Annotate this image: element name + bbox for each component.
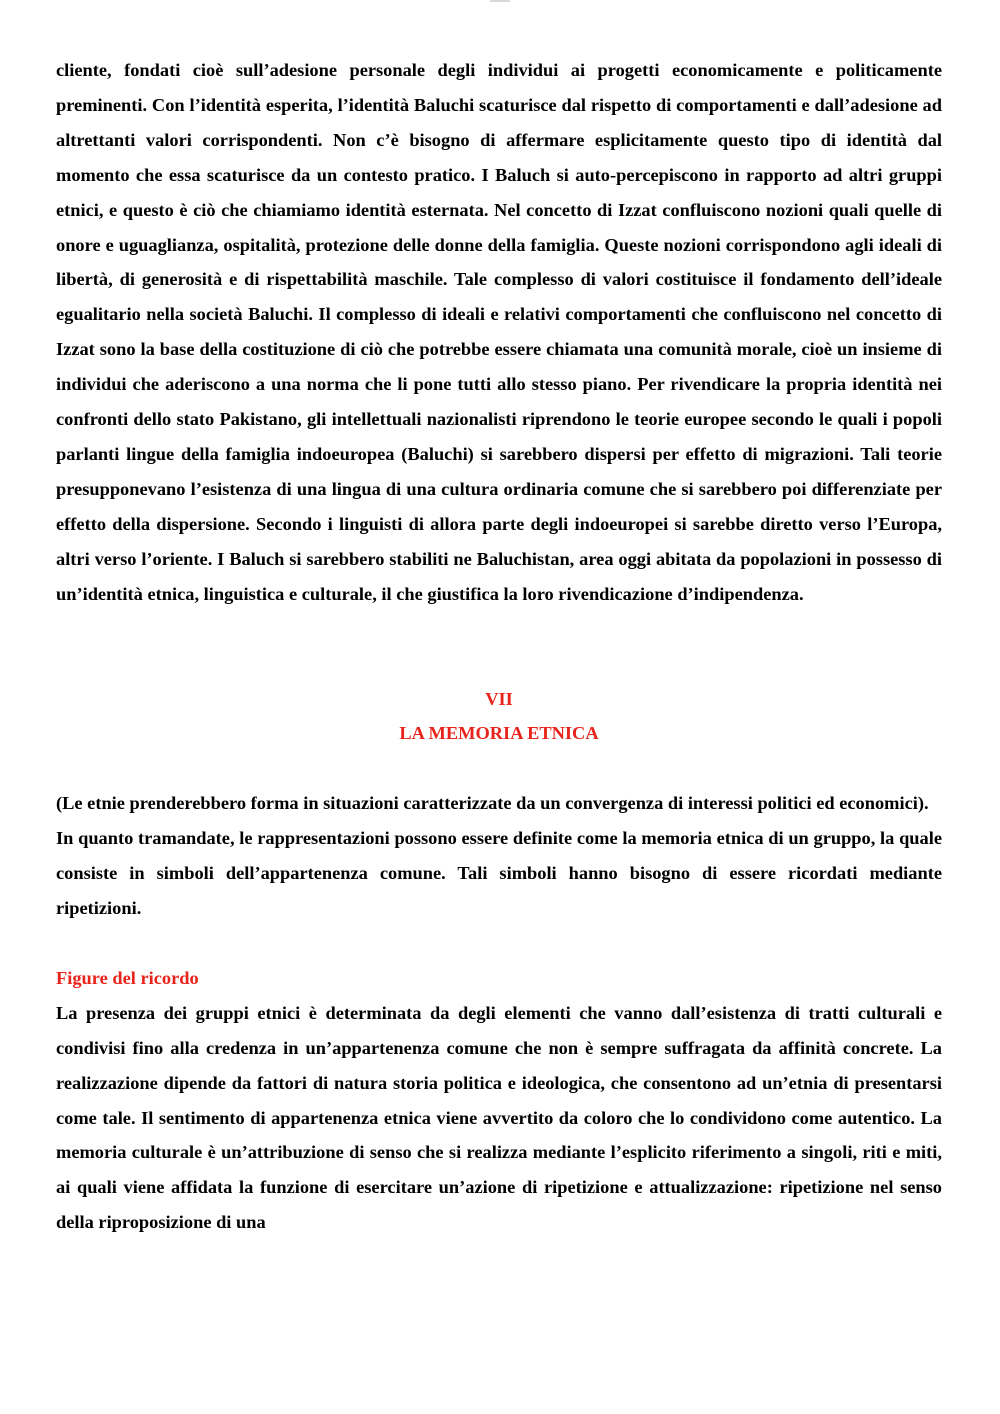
- paragraph-ethnic-formation: (Le etnie prenderebbero forma in situazioni caratterizzate da un convergenza di interessi politici ed economici).: [56, 793, 929, 814]
- chapter-title: LA MEMORIA ETNICA: [399, 723, 599, 744]
- paragraph-identity: cliente, fondati cioè sull’adesione personale degli individui ai progetti economicamente e politicamente preminenti. Con l’identità esperita, l’identità Baluchi scaturisce dal rispetto di comportamenti e dall’adesione ad altrettanti valori corrispondenti. Non c’è bisogno di affermare esplicitamente questo tipo di identità dal momento che essa scaturisce da un contesto pratico. I Baluch si auto-percepiscono in rapporto ad altri gruppi etnici, e questo è ciò che chiamiamo identità esternata. Nel concetto di Izzat confluiscono nozioni quali quelle di onore e uguaglianza, ospitalità, protezione delle donne della famiglia. Queste nozioni corrispondono agli ideali di libertà, di generosità e di rispettabilità maschile. Tale complesso di valori costituisce il fondamento dell’ideale egualitario nella società Baluchi. Il complesso di ideali e relativi comportamenti che confluiscono nel concetto di Izzat sono la base della costituzione di ciò che potrebbe essere chiamata una comunità morale, cioè un insieme di individui che aderiscono a una norma che li pone tutti allo stesso piano. Per rivendicare la propria identità nei confronti dello stato Pakistano, gli intellettuali nazionalisti riprendono le teorie europee secondo le quali i popoli parlanti lingue della famiglia indoeuropea (Baluchi) si sarebbero dispersi per effetto di migrazioni. Tali teorie presupponevano l’esistenza di una lingua di una cultura ordinaria comune che si sarebbero poi differenziate per effetto della dispersione. Secondo i linguisti di allora parte degli indoeuropei si sarebbe diretto verso l’Europa, altri verso l’oriente. I Baluch si sarebbero stabiliti ne Baluchistan, area oggi abitata da popolazioni in possesso di un’identità etnica, linguistica e culturale, il che giustifica la loro rivendicazione d’indipendenza.: [56, 60, 942, 604]
- document-page: [56, 53, 942, 1240]
- spacer: [56, 926, 942, 961]
- page-top-mark: [490, 0, 510, 2]
- paragraph-figures-of-memory: La presenza dei gruppi etnici è determinata da degli elementi che vanno dall’esistenza di tratti culturali e condivisi fino alla credenza in un’appartenenza comune che non è sempre suffragata da affinità concrete. La realizzazione dipende da fattori di natura storia politica e ideologica, che consentono ad un’etnia di presentarsi come tale. Il sentimento di appartenenza etnica viene avvertito da coloro che lo condividono come autentico. La memoria culturale è un’attribuzione di senso che si realizza mediante l’esplicito riferimento a singoli, riti e miti, ai quali viene affidata la funzione di esercitare un’azione di ripetizione e attualizzazione: ripetizione nel senso della riproposizione di una: [56, 1002, 942, 1233]
- section-heading: Figure del ricordo: [56, 967, 199, 988]
- spacer: [56, 612, 942, 682]
- spacer: [56, 751, 942, 786]
- chapter-number: VII: [485, 688, 513, 709]
- paragraph-ethnic-memory: In quanto tramandate, le rappresentazioni possono essere definite come la memoria etnica di un gruppo, la quale consiste in simboli dell’appartenenza comune. Tali simboli hanno bisogno di essere ricordati mediante ripetizioni.: [56, 828, 942, 919]
